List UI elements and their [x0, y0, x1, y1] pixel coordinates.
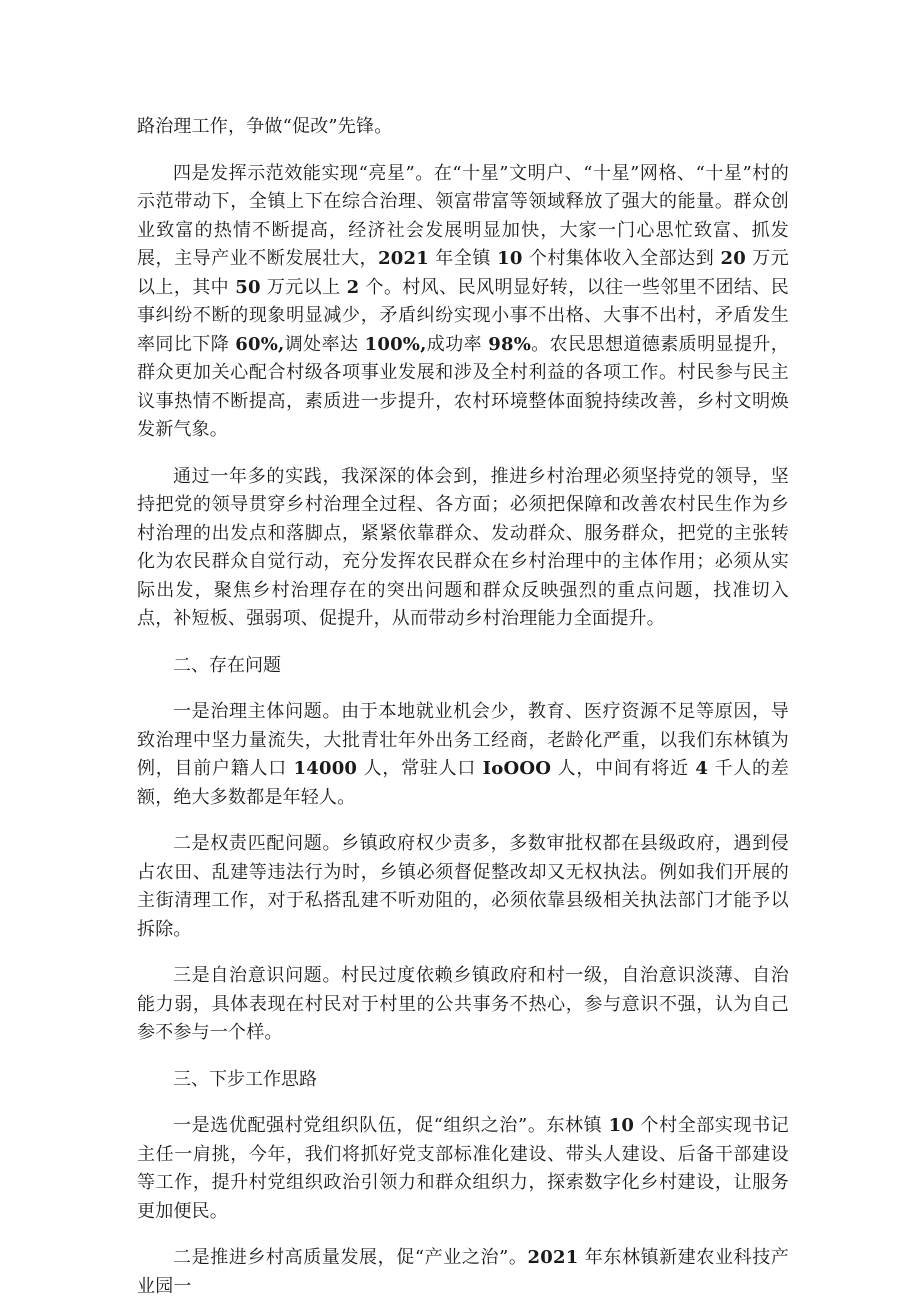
text-segment: 四是发挥示范效能实现“亮星”。在“十星”文明户、“十星”网格、“十星”村的示范带动下，全镇上下在综合治理、领富带富等领域释放了强大的能量。群众创业致富的热情不断提高，经济社会发展明显加快，大家一门心思忙致富、抓发展，主导产业不断发展壮大，: [137, 162, 789, 269]
paragraph-continuation: [137, 113, 789, 142]
section-heading-next-steps: [137, 1066, 789, 1095]
document-page: [137, 113, 789, 1301]
paragraph-problem-1: [137, 698, 789, 812]
text-segment: 个。村风、民风明显好转，以往一些邻里不团结、民事纠纷不断的现象明显减少，矛盾纠纷实现小事不出格、大事不出村，矛盾发生率同比下降: [137, 276, 789, 355]
paragraph-practice-summary: [137, 463, 789, 634]
text-segment: 二是权责匹配问题。乡镇政府权少责多，多数审批权都在县级政府，遇到侵占农田、乱建等违法行为时，乡镇必须督促整改却又无权执法。例如我们开展的主街清理工作，对于私搭乱建不听劝阻的，必须依靠县级相关执法部门才能予以拆除。: [137, 833, 789, 940]
bold-number: 10: [497, 248, 523, 269]
text-segment: 一是选优配强村党组织队伍，促“组织之治”。东林镇: [173, 1115, 609, 1136]
text-segment: 通过一年多的实践，我深深的体会到，推进乡村治理必须坚持党的领导，坚持把党的领导贯穿乡村治理全过程、各方面；必须把保障和改善农村民生作为乡村治理的出发点和落脚点，紧紧依靠群众、发动群众、服务群众，把党的主张转化为农民群众自觉行动，充分发挥农民群众在乡村治理中的主体作用；必须从实际出发，聚焦乡村治理存在的突出问题和群众反映强烈的重点问题，找准切入点，补短板、强弱项、促提升，从而带动乡村治理能力全面提升。: [137, 465, 789, 629]
bold-number: 14000: [293, 758, 358, 779]
text-segment: 人，常驻人口: [357, 758, 483, 779]
bold-number: 10: [608, 1115, 635, 1136]
bold-number: 98%: [488, 333, 532, 355]
bold-number: 60%,: [235, 333, 285, 355]
text-segment: 千人的差额，绝大多数都是年轻人。: [137, 758, 789, 808]
paragraph-showcase-stars: [137, 160, 789, 445]
text-segment: 万元以上: [260, 276, 347, 298]
bold-number: IoOOO: [482, 758, 552, 779]
paragraph-step-1: [137, 1112, 789, 1226]
text-segment: 成功率: [426, 333, 489, 355]
text-segment: 路治理工作，争做“促改”先锋。: [137, 116, 393, 137]
text-segment: 。农民思想道德素质明显提升，群众更加关心配合村级各项事业发展和涉及全村利益的各项工作。村民参与民主议事热情不断提高，素质进一步提升，农村环境整体面貌持续改善，乡村文明焕发新气象。: [137, 333, 789, 440]
bold-number: 2021: [527, 1247, 579, 1268]
bold-number: 4: [695, 758, 709, 779]
text-segment: 二是推进乡村高质量发展，促“产业之治”。: [173, 1247, 528, 1268]
bold-number: 2021: [378, 248, 429, 269]
heading-text: 三、下步工作思路: [173, 1068, 317, 1090]
heading-text: 二、存在问题: [173, 654, 281, 676]
paragraph-problem-3: [137, 962, 789, 1048]
paragraph-step-2: [137, 1244, 789, 1301]
bold-number: 100%,: [364, 333, 427, 355]
section-heading-problems: [137, 652, 789, 681]
text-segment: 一是治理主体问题。由于本地就业机会少，教育、医疗资源不足等原因，导致治理中坚力量流失，大批青壮年外出务工经商，老龄化严重，以我们东林镇为例，目前户籍人口: [137, 701, 789, 779]
paragraph-problem-2: [137, 830, 789, 944]
text-segment: 年东林镇新建农业科技产业园一: [137, 1247, 790, 1297]
text-segment: 万元以上，其中: [137, 248, 789, 298]
text-segment: 年全镇: [428, 248, 498, 269]
bold-number: 50: [235, 276, 261, 298]
text-segment: 人，中间有将近: [551, 758, 696, 779]
text-segment: 个村全部实现书记主任一肩挑，今年，我们将抓好党支部标准化建设、带头人建设、后备干部建设等工作，提升村党组织政治引领力和群众组织力，探索数字化乡村建设，让服务更加便民。: [137, 1115, 789, 1222]
text-segment: 个村集体收入全部达到: [522, 248, 721, 269]
text-segment: 调处率达: [284, 333, 365, 355]
text-segment: 三是自治意识问题。村民过度依赖乡镇政府和村一级，自治意识淡薄、自治能力弱，具体表现在村民对于村里的公共事务不热心，参与意识不强，认为自己参不参与一个样。: [137, 965, 789, 1043]
bold-number: 20: [720, 248, 746, 269]
bold-number: 2: [346, 276, 360, 298]
